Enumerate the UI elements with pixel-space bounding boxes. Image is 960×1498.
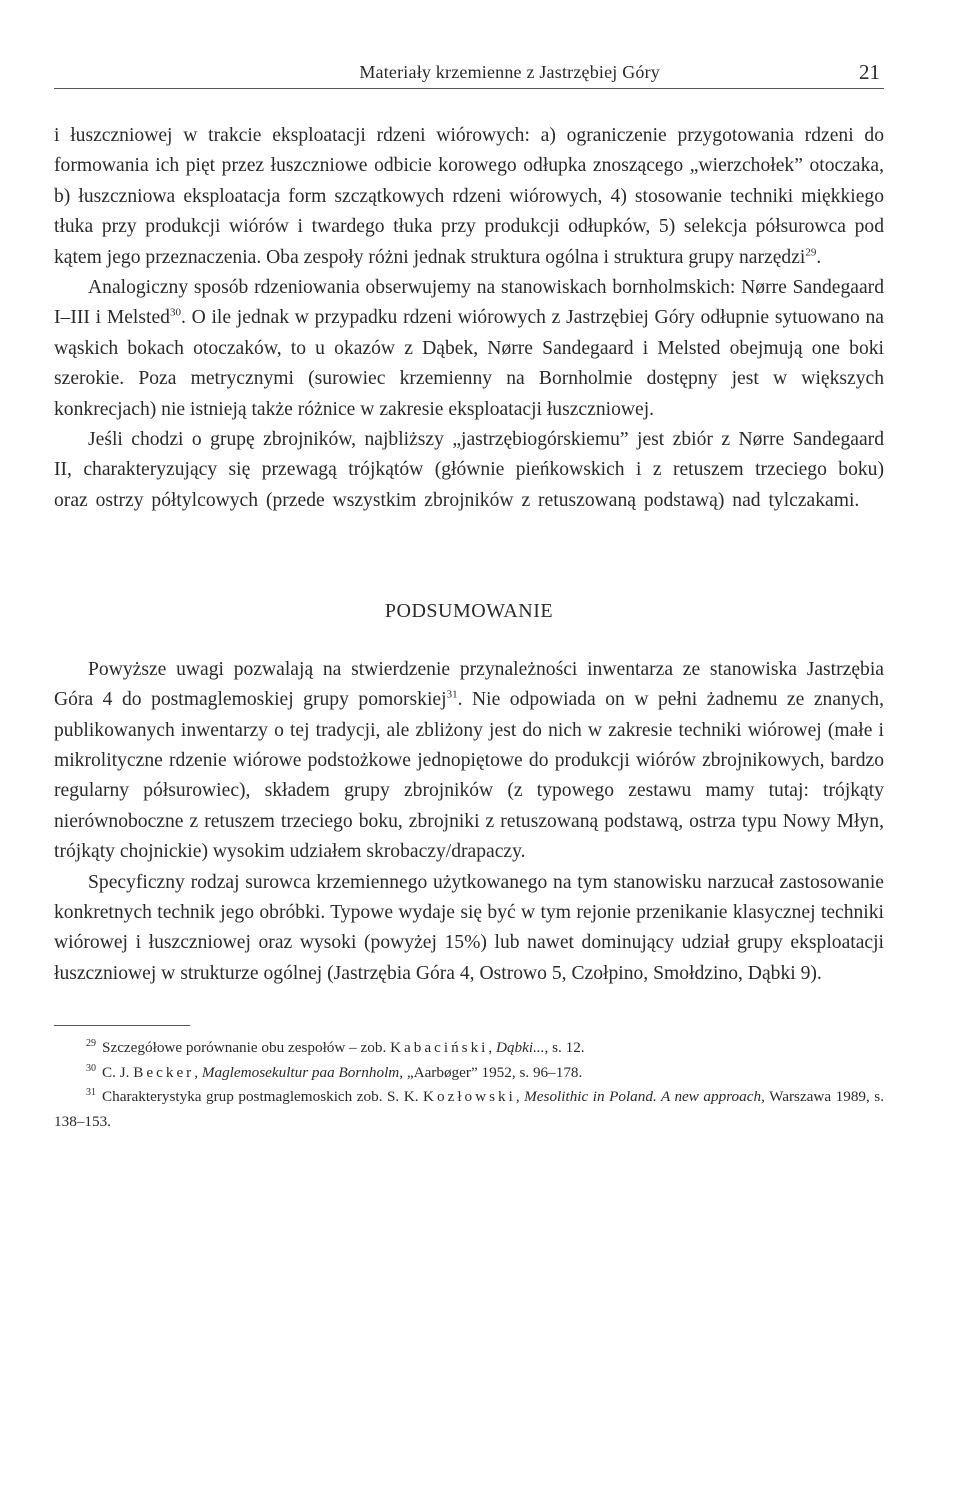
footnote-ref-30: 30: [169, 306, 181, 319]
footnote-author: Kozłowski: [423, 1088, 516, 1106]
footnote-ref-29: 29: [805, 246, 817, 259]
footnote-text: C. J.: [102, 1063, 134, 1081]
paragraph-4-end: . Nie odpowiada on w pełni żadnemu ze znanych, publikowanych inwentarzy o tej tradycji, ale zbliżony jest do nich w zakresie techniki wiórowej (małe i mikrolityczne rdzenie wiórowe podstożkowe jednopiętowe do produkcji wiórów zbrojnikowych, bardzo regularny półsurowiec), składem grupy zbrojników (z typowego zestawu mamy tutaj: trójkąty nierównoboczne z retuszem trzeciego boku, zbrojniki z retuszowaną podstawą, ostrza typu Nowy Młyn, trójkąty chojnickie) wysokim udziałem skrobaczy/drapaczy.: [54, 689, 884, 863]
footnote-title: Maglemosekultur paa Bornholm: [201, 1063, 400, 1081]
footnote-text: ,: [515, 1088, 525, 1106]
footnote-31: [54, 1085, 884, 1134]
footnote-text: , „Aarbøger” 1952, s. 96–178.: [399, 1063, 583, 1081]
footnotes: [54, 1036, 884, 1134]
page-number: 21: [859, 60, 880, 84]
paragraph-1-text: i łuszczniowej w trakcie eksploatacji rdzeni wiórowych: a) ograniczenie przygotowania rdzeni do formowania ich pięt przez łuszczniowe odbicie korowego odłupka znoszącego „wierzchołek” otoczaka, b) łuszczniowa eksploatacja form szczątkowych rdzeni wiórowych, 4) stosowanie techniki miękkiego tłuka przy produkcji wiórów i twardego tłuka przy produkcji odłupków, 5) selekcja półsurowca pod kątem jego przeznaczenia. Oba zespoły różni jednak struktura ogólna i struktura grupy narzędzi: [54, 125, 884, 268]
footnote-text: , s. 12.: [544, 1039, 585, 1057]
paragraph-3: Jeśli chodzi o grupę zbrojników, najbliższy „jastrzębiogórskiemu” jest zbiór z Nørre Sandegaard II, charakteryzujący się przewagą trójkątów (głównie pieńkowskich i z retuszem trzeciego boku) oraz ostrzy półtylcowych (przede wszystkim zbrojników z retuszowaną podstawą) nad tylczakami.: [54, 429, 884, 511]
footnote-number: 29: [86, 1038, 96, 1050]
paragraph-2-end: . O ile jednak w przypadku rdzeni wiórowych z Jastrzębiej Góry odłupnie sytuowano na wąskich bokach otoczaków, to u okazów z Dąbek, Nørre Sandegaard i Melsted obejmują one boki szerokie. Poza metrycznymi (surowiec krzemienny na Bornholmie dostępny jest w większych konkrecjach) nie istnieją także różnice w zakresie eksploatacji łuszczniowej.: [54, 307, 884, 420]
paragraph-2: [54, 273, 884, 425]
footnote-29: [54, 1036, 884, 1061]
footnote-text: Szczegółowe porównanie obu zespołów – zob.: [102, 1039, 391, 1057]
footnote-author: Kabaciński: [390, 1039, 489, 1057]
page: [54, 56, 884, 1134]
footnote-text: ,: [488, 1039, 496, 1057]
footnote-text: Charakterystyka grup postmaglemoskich zob. S. K.: [102, 1088, 424, 1106]
paragraph-1: [54, 121, 884, 273]
footnote-30: [54, 1061, 884, 1086]
footnote-number: 31: [86, 1087, 96, 1099]
footnote-text: ,: [194, 1063, 202, 1081]
paragraph-1-end: .: [816, 246, 822, 268]
section-heading: PODSUMOWANIE: [384, 600, 554, 623]
footnote-text: , Warszawa 1989, s. 138–153.: [54, 1088, 885, 1130]
paragraph-5: Specyficzny rodzaj surowca krzemiennego użytkowanego na tym stanowisku narzucał zastosowanie konkretnych technik jego obróbki. Typowe wydaje się być w tym rejonie przenikanie klasycznej techniki wiórowej i łuszczniowej oraz wysoki (powyżej 15%) lub nawet dominujący udział grupy eksploatacji łuszczniowej w strukturze ogólnej (Jastrzębia Góra 4, Ostrowo 5, Czołpino, Smołdzino, Dąbki 9).: [54, 871, 884, 984]
footnote-author: Becker: [133, 1063, 195, 1081]
body-text: [54, 121, 884, 989]
paragraph-4: [54, 655, 884, 868]
paragraph-4-text: Powyższe uwagi pozwalają na stwierdzenie przynależności inwentarza ze stanowiska Jastrzębia Góra 4 do postmaglemoskiej grupy pomorskiej: [54, 658, 884, 711]
paragraph-2-text: Analogiczny sposób rdzeniowania obserwujemy na stanowiskach bornholmskich: Nørre Sandegaard I–III i Melsted: [54, 277, 884, 329]
footnote-title: Dąbki...: [495, 1039, 545, 1057]
footnote-separator: [54, 1025, 190, 1026]
running-title: Materiały krzemienne z Jastrzębiej Góry: [359, 62, 660, 82]
footnote-title: Mesolithic in Poland. A new approach: [524, 1088, 762, 1106]
running-header: [54, 56, 884, 89]
footnote-ref-31: 31: [446, 688, 458, 701]
footnote-number: 30: [86, 1062, 96, 1074]
